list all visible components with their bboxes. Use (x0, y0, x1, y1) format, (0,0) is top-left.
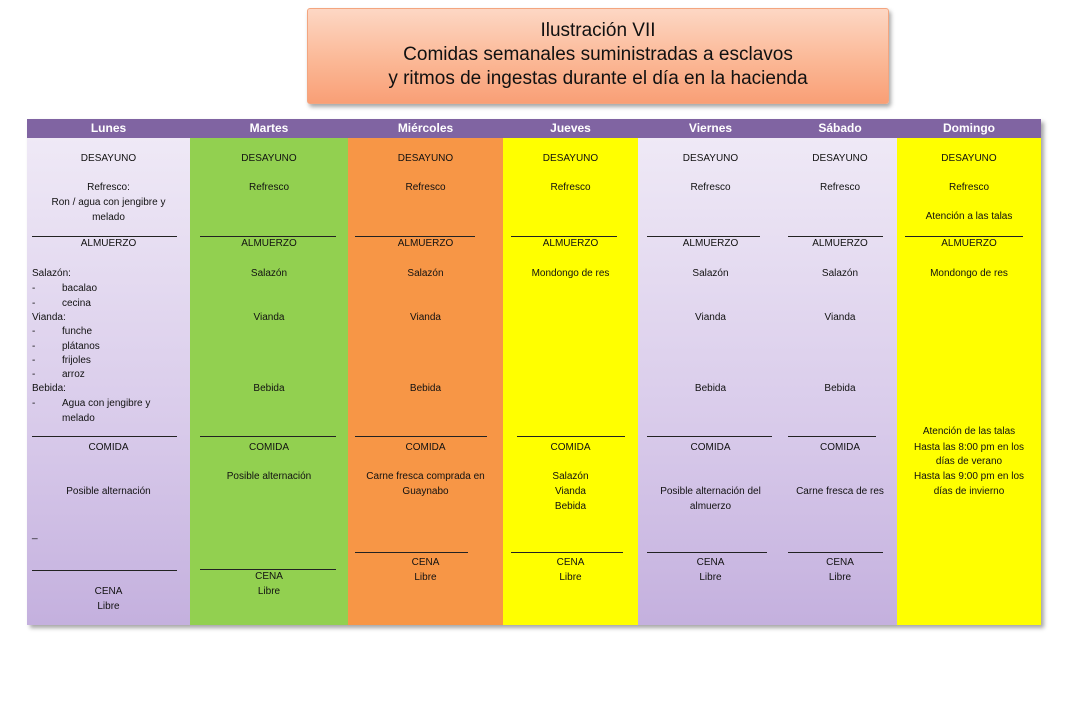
viernes-vianda: Vianda (695, 312, 726, 323)
lunes-bebida-item-cont: melado (62, 413, 95, 424)
miercoles-refresco: Refresco (405, 182, 446, 193)
lunes-refresco-detail-1: Ron / agua con jengibre y (51, 197, 166, 208)
lunes-comida-label: COMIDA (88, 442, 129, 453)
miercoles-bebida: Bebida (409, 383, 442, 394)
lunes-divider (32, 436, 177, 437)
miercoles-cena-libre: Libre (414, 572, 437, 583)
sabado-comida: Carne fresca de res (796, 486, 884, 497)
jueves-divider (517, 436, 625, 437)
martes-comida: Posible alternación (226, 471, 312, 482)
jueves-almuerzo-label: ALMUERZO (542, 238, 599, 249)
lunes-comida: Posible alternación (66, 486, 151, 497)
viernes-comida-2: almuerzo (689, 501, 732, 512)
viernes-cena-label: CENA (696, 557, 725, 568)
weekly-meals-table (27, 119, 1041, 625)
jueves-desayuno-label: DESAYUNO (542, 153, 599, 164)
viernes-almuerzo-label: ALMUERZO (682, 238, 739, 249)
title-line-3: y ritmos de ingestas durante el día en la hacienda (388, 68, 808, 89)
miercoles-almuerzo-label: ALMUERZO (397, 238, 454, 249)
jueves-comida-label: COMIDA (550, 442, 591, 453)
header-jueves: Jueves (503, 119, 638, 138)
miercoles-divider (355, 552, 468, 553)
viernes-divider (647, 552, 767, 553)
sabado-cena-label: CENA (826, 557, 854, 568)
jueves-comida-item: Bebida (554, 501, 587, 512)
lunes-bebida: Bebida: (32, 383, 66, 394)
martes-bebida: Bebida (253, 383, 285, 394)
domingo-refresco: Refresco (948, 182, 989, 193)
lunes-refresco: Refresco: (87, 182, 130, 193)
domingo-atencion-talas: Atención a las talas (925, 211, 1013, 222)
jueves-comida-item: Vianda (555, 486, 586, 497)
header-domingo: Domingo (897, 119, 1041, 138)
martes-divider (200, 436, 336, 437)
lunes-vianda-item: - plátanos (32, 341, 100, 352)
sabado-bebida: Bebida (824, 383, 856, 394)
viernes-salazon: Salazón (692, 268, 729, 279)
sabado-vianda: Vianda (824, 312, 856, 323)
sabado-comida-label: COMIDA (820, 442, 860, 453)
sabado-divider (788, 552, 883, 553)
lunes-cena-libre: Libre (97, 601, 120, 612)
viernes-bebida: Bebida (694, 383, 727, 394)
viernes-refresco: Refresco (690, 182, 731, 193)
miercoles-desayuno-label: DESAYUNO (397, 153, 454, 164)
sabado-salazon: Salazón (821, 268, 859, 279)
miercoles-salazon: Salazón (407, 268, 444, 279)
martes-salazon: Salazón (250, 268, 288, 279)
miercoles-divider (355, 436, 487, 437)
column-martes (190, 138, 348, 625)
jueves-divider (511, 552, 623, 553)
sabado-almuerzo-label: ALMUERZO (812, 238, 868, 249)
martes-almuerzo-label: ALMUERZO (241, 238, 297, 249)
domingo-verano-1: Hasta las 8:00 pm en los (913, 442, 1025, 453)
viernes-desayuno-label: DESAYUNO (682, 153, 739, 164)
jueves-cena-libre: Libre (559, 572, 582, 583)
martes-refresco: Refresco (248, 182, 289, 193)
viernes-cena-libre: Libre (699, 572, 722, 583)
column-lunes (27, 138, 190, 625)
header-viernes: Viernes (638, 119, 783, 138)
lunes-vianda-item: - frijoles (32, 355, 91, 366)
lunes-bebida-item: - Agua con jengibre y (32, 398, 151, 409)
martes-vianda: Vianda (253, 312, 285, 323)
header-lunes: Lunes (27, 119, 190, 138)
domingo-atencion-talas-2: Atención de las talas (922, 426, 1016, 437)
column-sabado (783, 138, 897, 625)
martes-cena-label: CENA (255, 571, 283, 582)
miercoles-comida-label: COMIDA (405, 442, 446, 453)
column-domingo (897, 138, 1041, 625)
miercoles-vianda: Vianda (410, 312, 441, 323)
lunes-vianda-item: - arroz (32, 369, 85, 380)
domingo-almuerzo: Mondongo de res (930, 268, 1008, 279)
sabado-desayuno-label: DESAYUNO (812, 153, 868, 164)
jueves-comida-item: Salazón (552, 471, 589, 482)
lunes-desayuno-label: DESAYUNO (80, 153, 137, 164)
column-miercoles (348, 138, 503, 625)
column-jueves (503, 138, 638, 625)
domingo-desayuno-label: DESAYUNO (941, 153, 997, 164)
lunes-vianda-item: - funche (32, 326, 93, 337)
header-miercoles: Miércoles (348, 119, 503, 138)
header-martes: Martes (190, 119, 348, 138)
title-line-1: Ilustración VII (540, 20, 656, 41)
viernes-comida-1: Posible alternación del (660, 486, 761, 497)
column-viernes (638, 138, 783, 625)
martes-comida-label: COMIDA (249, 442, 289, 453)
lunes-divider (32, 570, 177, 571)
lunes-salazon: Salazón: (32, 268, 71, 279)
sabado-refresco: Refresco (819, 182, 860, 193)
title-line-2: Comidas semanales suministradas a esclavos (403, 44, 793, 65)
martes-desayuno-label: DESAYUNO (241, 153, 297, 164)
lunes-vianda: Vianda: (32, 312, 66, 323)
jueves-almuerzo: Mondongo de res (531, 268, 610, 279)
lunes-cena-label: CENA (94, 586, 123, 597)
domingo-almuerzo-label: ALMUERZO (941, 238, 997, 249)
jueves-refresco: Refresco (550, 182, 591, 193)
sabado-divider (788, 436, 876, 437)
viernes-comida-label: COMIDA (690, 442, 731, 453)
lunes-salazon-item: - bacalao (32, 283, 98, 294)
martes-cena-libre: Libre (257, 586, 281, 597)
miercoles-comida-1: Carne fresca comprada en (366, 471, 485, 482)
sabado-cena-libre: Libre (828, 572, 852, 583)
viernes-divider (647, 436, 772, 437)
lunes-refresco-detail-2: melado (92, 212, 125, 223)
miercoles-comida-2: Guaynabo (402, 486, 449, 497)
header-sabado: Sábado (783, 119, 897, 138)
miercoles-cena-label: CENA (411, 557, 440, 568)
lunes-underscore: _ (32, 529, 38, 540)
lunes-salazon-item: - cecina (32, 298, 91, 309)
lunes-almuerzo-label: ALMUERZO (80, 238, 137, 249)
domingo-verano-2: días de verano (935, 456, 1003, 467)
domingo-invierno-1: Hasta las 9:00 pm en los (913, 471, 1025, 482)
domingo-invierno-2: días de invierno (933, 486, 1005, 497)
jueves-cena-label: CENA (556, 557, 585, 568)
title-box (307, 8, 889, 104)
